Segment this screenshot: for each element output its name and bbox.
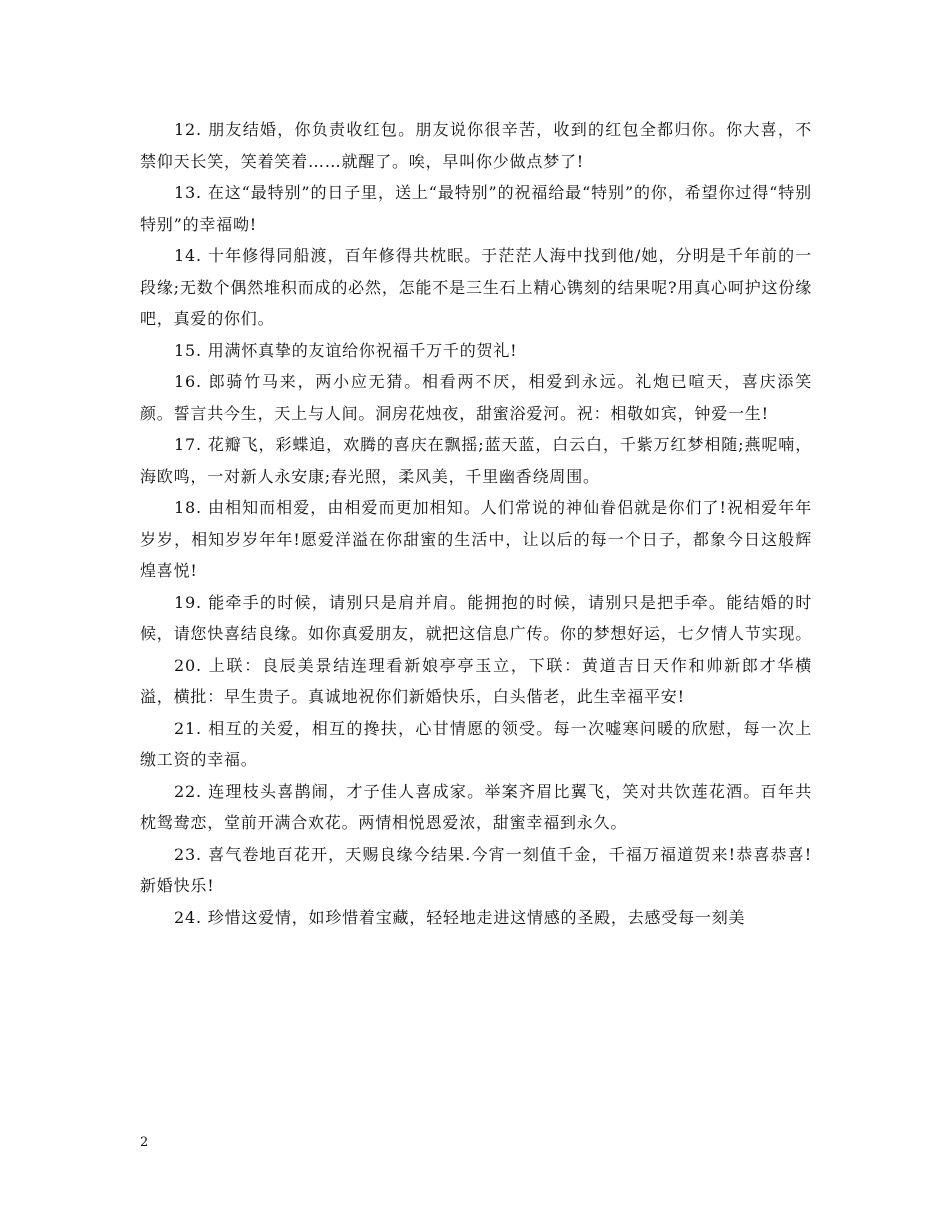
paragraph-17: 17. 花瓣飞，彩蝶追，欢腾的喜庆在飘摇;蓝天蓝，白云白，千紫万红梦相随;燕呢喃，海欧鸣，一对新人永安康;春光照，柔风美，千里幽香绕周围。 [140,435,812,486]
paragraph-24: 24. 珍惜这爱情，如珍惜着宝藏，轻轻地走进这情感的圣殿，去感受每一刻美 [174,907,746,927]
paragraph-23: 23. 喜气卷地百花开，天赐良缘今结果.今宵一刻值千金，千福万福道贺来!恭喜恭喜!新婚快乐! [140,844,812,895]
paragraph-13: 13. 在这“最特别”的日子里，送上“最特别”的祝福给最“特别”的你，希望你过得“特别特别”的幸福呦! [140,183,812,234]
paragraph-20: 20. 上联：良辰美景结连理看新娘亭亭玉立，下联：黄道吉日天作和帅新郎才华横溢，横批：早生贵子。真诚地祝你们新婚快乐，白头偕老，此生幸福平安! [140,655,812,706]
paragraph-16: 16. 郎骑竹马来，两小应无猜。相看两不厌，相爱到永远。礼炮已喧天，喜庆添笑颜。誓言共今生，天上与人间。洞房花烛夜，甜蜜浴爱河。祝：相敬如宾，钟爱一生! [140,372,812,423]
paragraph-12: 12. 朋友结婚，你负责收红包。朋友说你很辛苦，收到的红包全都归你。你大喜，不禁仰天长笑，笑着笑着……就醒了。唉，早叫你少做点梦了! [140,120,812,171]
paragraph-22: 22. 连理枝头喜鹊闹，才子佳人喜成家。举案齐眉比翼飞，笑对共饮莲花酒。百年共枕鸳鸯恋，堂前开满合欢花。两情相悦恩爱浓，甜蜜幸福到永久。 [140,781,812,832]
paragraph-14: 14. 十年修得同船渡，百年修得共枕眠。于茫茫人海中找到他/她，分明是千年前的一段缘;无数个偶然堆积而成的必然，怎能不是三生石上精心镌刻的结果呢?用真心呵护这份缘吧，真爱的你们。 [140,246,812,328]
paragraph-19: 19. 能牵手的时候，请别只是肩并肩。能拥抱的时候，请别只是把手牵。能结婚的时候，请您快喜结良缘。如你真爱朋友，就把这信息广传。你的梦想好运，七夕情人节实现。 [140,592,813,643]
paragraph-21: 21. 相互的关爱，相互的搀扶，心甘情愿的领受。每一次嘘寒问暖的欣慰，每一次上缴工资的幸福。 [140,718,812,769]
paragraph-18: 18. 由相知而相爱，由相爱而更加相知。人们常说的神仙眷侣就是你们了!祝相爱年年岁岁，相知岁岁年年!愿爱洋溢在你甜蜜的生活中，让以后的每一个日子，都象今日这般辉煌喜悦! [140,498,812,580]
document-body [140,114,812,933]
page-number: 2 [140,1135,149,1150]
paragraph-15: 15. 用满怀真挚的友谊给你祝福千万千的贺礼! [174,340,518,360]
